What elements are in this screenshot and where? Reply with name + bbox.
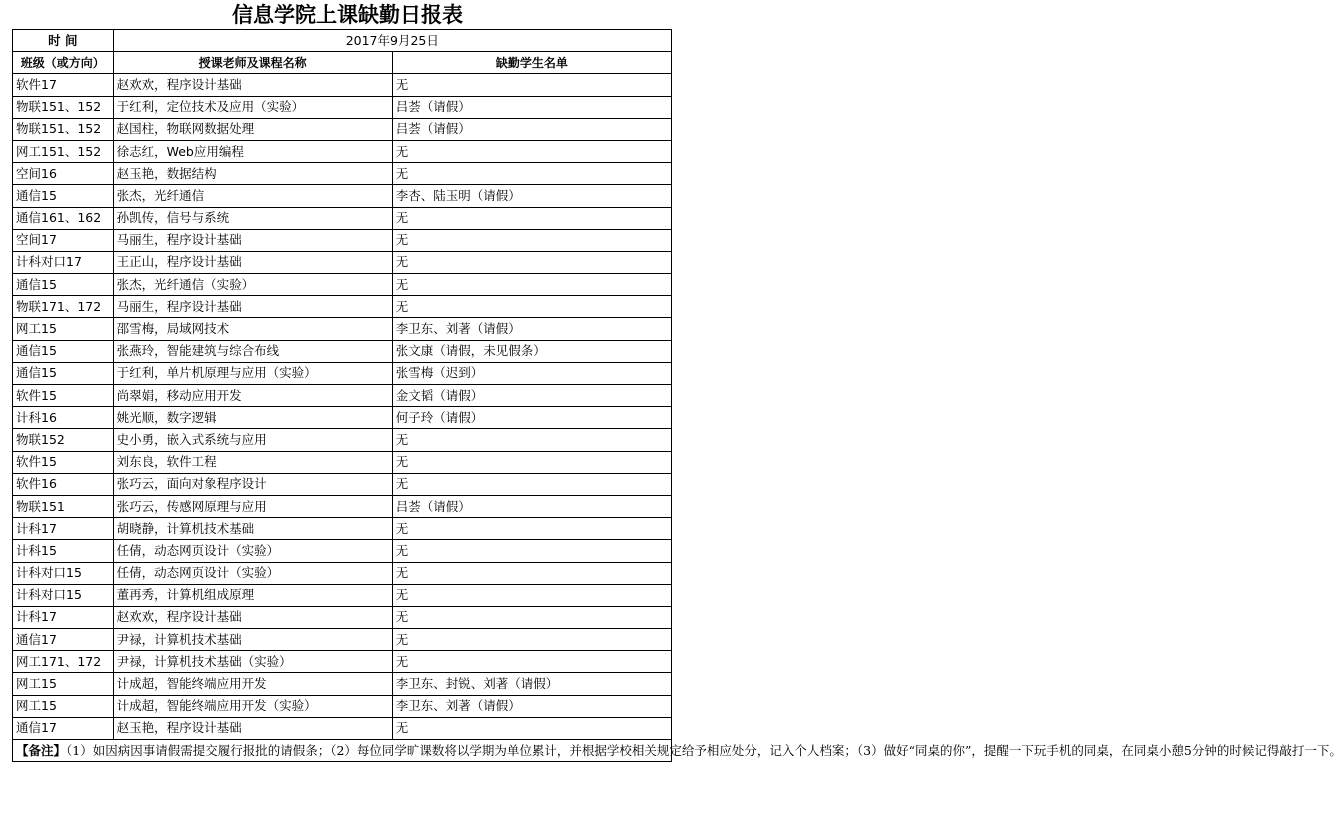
absent-cell: 无 bbox=[392, 74, 671, 96]
table-row bbox=[13, 473, 672, 495]
absent-cell: 无 bbox=[392, 229, 671, 251]
course-cell: 计成超，智能终端应用开发 bbox=[113, 673, 392, 695]
course-cell: 邵雪梅，局域网技术 bbox=[113, 318, 392, 340]
class-cell: 网工15 bbox=[13, 695, 114, 717]
absent-cell: 李杏、陆玉明（请假） bbox=[392, 185, 671, 207]
class-cell: 空间17 bbox=[13, 229, 114, 251]
table-row bbox=[13, 385, 672, 407]
table-row bbox=[13, 651, 672, 673]
table-row bbox=[13, 296, 672, 318]
note-cell bbox=[13, 740, 1342, 762]
table-row bbox=[13, 96, 672, 118]
table-row bbox=[13, 451, 672, 473]
class-cell: 物联152 bbox=[13, 429, 114, 451]
class-cell: 软件15 bbox=[13, 451, 114, 473]
course-cell: 王正山，程序设计基础 bbox=[113, 251, 392, 273]
class-cell: 网工15 bbox=[13, 318, 114, 340]
class-cell: 软件16 bbox=[13, 473, 114, 495]
course-cell: 尚翠娟，移动应用开发 bbox=[113, 385, 392, 407]
course-cell: 尹禄，计算机技术基础 bbox=[113, 629, 392, 651]
absent-cell: 无 bbox=[392, 207, 671, 229]
course-cell: 胡晓静，计算机技术基础 bbox=[113, 518, 392, 540]
absent-cell: 李卫东、刘著（请假） bbox=[392, 318, 671, 340]
course-cell: 于红利，单片机原理与应用（实验） bbox=[113, 362, 392, 384]
absent-cell: 无 bbox=[392, 163, 671, 185]
class-cell: 计科对口15 bbox=[13, 562, 114, 584]
class-cell: 通信15 bbox=[13, 185, 114, 207]
class-cell: 网工15 bbox=[13, 673, 114, 695]
table-row bbox=[13, 584, 672, 606]
table-row bbox=[13, 562, 672, 584]
column-header-row bbox=[13, 52, 672, 74]
table-row bbox=[13, 163, 672, 185]
class-cell: 通信15 bbox=[13, 362, 114, 384]
course-cell: 张杰，光纤通信（实验） bbox=[113, 274, 392, 296]
table-row bbox=[13, 695, 672, 717]
course-cell: 赵玉艳，数据结构 bbox=[113, 163, 392, 185]
course-cell: 张巧云，面向对象程序设计 bbox=[113, 473, 392, 495]
course-cell: 赵欢欢，程序设计基础 bbox=[113, 74, 392, 96]
absent-cell: 无 bbox=[392, 473, 671, 495]
course-cell: 任倩，动态网页设计（实验） bbox=[113, 540, 392, 562]
absent-cell: 无 bbox=[392, 451, 671, 473]
absent-header: 缺勤学生名单 bbox=[392, 52, 671, 74]
table-row bbox=[13, 673, 672, 695]
class-cell: 物联151、152 bbox=[13, 96, 114, 118]
course-cell: 张燕玲，智能建筑与综合布线 bbox=[113, 340, 392, 362]
table-row bbox=[13, 118, 672, 140]
class-cell: 空间16 bbox=[13, 163, 114, 185]
class-cell: 物联151 bbox=[13, 495, 114, 517]
class-cell: 软件15 bbox=[13, 385, 114, 407]
table-row bbox=[13, 518, 672, 540]
class-cell: 计科17 bbox=[13, 606, 114, 628]
course-cell: 刘东良，软件工程 bbox=[113, 451, 392, 473]
class-cell: 通信17 bbox=[13, 629, 114, 651]
class-cell: 通信17 bbox=[13, 717, 114, 739]
course-cell: 史小勇，嵌入式系统与应用 bbox=[113, 429, 392, 451]
absent-cell: 李卫东、刘著（请假） bbox=[392, 695, 671, 717]
note-row bbox=[13, 740, 672, 762]
course-cell: 尹禄，计算机技术基础（实验） bbox=[113, 651, 392, 673]
table-row bbox=[13, 140, 672, 162]
table-row bbox=[13, 362, 672, 384]
absent-cell: 无 bbox=[392, 606, 671, 628]
absent-cell: 无 bbox=[392, 274, 671, 296]
absent-cell: 何子玲（请假） bbox=[392, 407, 671, 429]
table-row bbox=[13, 429, 672, 451]
course-cell: 马丽生，程序设计基础 bbox=[113, 229, 392, 251]
table-row bbox=[13, 251, 672, 273]
date-row bbox=[13, 30, 672, 52]
report-title: 信息学院上课缺勤日报表 bbox=[232, 2, 463, 27]
absent-cell: 吕荟（请假） bbox=[392, 118, 671, 140]
absent-cell: 无 bbox=[392, 629, 671, 651]
table-row bbox=[13, 495, 672, 517]
table-row bbox=[13, 340, 672, 362]
absent-cell: 张雪梅（迟到） bbox=[392, 362, 671, 384]
absent-cell: 无 bbox=[392, 540, 671, 562]
course-cell: 董再秀，计算机组成原理 bbox=[113, 584, 392, 606]
absent-cell: 金文韬（请假） bbox=[392, 385, 671, 407]
absent-cell: 无 bbox=[392, 429, 671, 451]
table-row bbox=[13, 185, 672, 207]
report-date: 2017年9月25日 bbox=[113, 30, 671, 52]
class-cell: 计科15 bbox=[13, 540, 114, 562]
course-cell: 姚光顺，数字逻辑 bbox=[113, 407, 392, 429]
class-cell: 通信161、162 bbox=[13, 207, 114, 229]
absent-cell: 吕荟（请假） bbox=[392, 495, 671, 517]
table-row bbox=[13, 318, 672, 340]
absent-cell: 无 bbox=[392, 584, 671, 606]
absent-cell: 无 bbox=[392, 251, 671, 273]
absent-cell: 无 bbox=[392, 296, 671, 318]
class-cell: 通信15 bbox=[13, 340, 114, 362]
table-row bbox=[13, 74, 672, 96]
course-cell: 张巧云，传感网原理与应用 bbox=[113, 495, 392, 517]
table-row bbox=[13, 606, 672, 628]
absent-cell: 无 bbox=[392, 651, 671, 673]
course-cell: 赵欢欢，程序设计基础 bbox=[113, 606, 392, 628]
table-row bbox=[13, 207, 672, 229]
class-cell: 计科17 bbox=[13, 518, 114, 540]
note-label: 【备注】 bbox=[16, 742, 67, 758]
absent-cell: 张文康（请假，未见假条） bbox=[392, 340, 671, 362]
course-cell: 赵玉艳，程序设计基础 bbox=[113, 717, 392, 739]
course-cell: 孙凯传，信号与系统 bbox=[113, 207, 392, 229]
attendance-table bbox=[12, 29, 1342, 762]
course-cell: 计成超，智能终端应用开发（实验） bbox=[113, 695, 392, 717]
absent-cell: 吕荟（请假） bbox=[392, 96, 671, 118]
class-cell: 计科对口17 bbox=[13, 251, 114, 273]
table-row bbox=[13, 274, 672, 296]
absent-cell: 无 bbox=[392, 518, 671, 540]
class-cell: 通信15 bbox=[13, 274, 114, 296]
table-row bbox=[13, 717, 672, 739]
course-cell: 徐志红，Web应用编程 bbox=[113, 140, 392, 162]
table-row bbox=[13, 629, 672, 651]
table-row bbox=[13, 540, 672, 562]
absent-cell: 无 bbox=[392, 140, 671, 162]
class-cell: 物联151、152 bbox=[13, 118, 114, 140]
table-row bbox=[13, 229, 672, 251]
course-cell: 于红利，定位技术及应用（实验） bbox=[113, 96, 392, 118]
teacher-course-header: 授课老师及课程名称 bbox=[113, 52, 392, 74]
class-cell: 物联171、172 bbox=[13, 296, 114, 318]
absent-cell: 无 bbox=[392, 562, 671, 584]
class-cell: 计科对口15 bbox=[13, 584, 114, 606]
course-cell: 马丽生，程序设计基础 bbox=[113, 296, 392, 318]
class-cell: 计科16 bbox=[13, 407, 114, 429]
table-row bbox=[13, 407, 672, 429]
class-cell: 网工171、172 bbox=[13, 651, 114, 673]
absent-cell: 李卫东、封锐、刘著（请假） bbox=[392, 673, 671, 695]
note-text: （1）如因病因事请假需提交履行报批的请假条；（2）每位同学旷课数将以学期为单位累计，并根据学校相关规定给予相应处分，记入个人档案；（3）做好“同桌的你”，提醒一下玩手机的同桌，在同桌小憩5分钟的时候记得敲打一下。 bbox=[66, 742, 1342, 758]
course-cell: 张杰，光纤通信 bbox=[113, 185, 392, 207]
class-cell: 网工151、152 bbox=[13, 140, 114, 162]
absent-cell: 无 bbox=[392, 717, 671, 739]
course-cell: 赵国柱，物联网数据处理 bbox=[113, 118, 392, 140]
class-header: 班级（或方向） bbox=[13, 52, 114, 74]
class-cell: 软件17 bbox=[13, 74, 114, 96]
date-label: 时 间 bbox=[13, 30, 114, 52]
course-cell: 任倩，动态网页设计（实验） bbox=[113, 562, 392, 584]
